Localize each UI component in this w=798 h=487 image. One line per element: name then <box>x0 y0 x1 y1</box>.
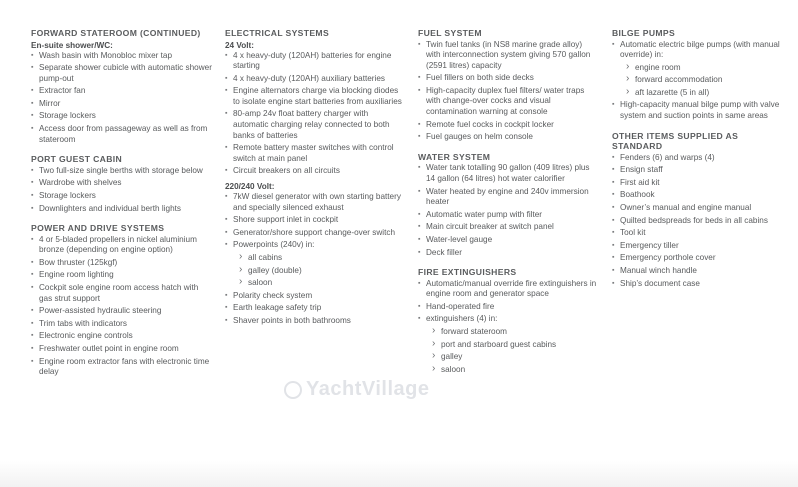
list-item: ▪ Power-assisted hydraulic steering <box>31 306 213 317</box>
spec-list <box>418 279 598 376</box>
list-item: ▪ Fuel gauges on helm console <box>418 132 598 143</box>
section-title: FORWARD STATEROOM (CONTINUED) <box>31 28 201 38</box>
list-item: ▪ Automatic/manual override fire extinguishers in engine room and generator space <box>418 279 598 300</box>
section-title: FIRE EXTINGUISHERS <box>418 267 517 278</box>
spec-list <box>31 51 213 146</box>
list-item: ▪ Fenders (6) and warps (4) <box>612 153 788 164</box>
list-item: ▪ Water tank totalling 90 gallon (409 litres) plus 14 gallon (64 litres) hot water calorifier <box>418 163 598 184</box>
column-1 <box>31 28 213 387</box>
spec-list <box>225 51 405 178</box>
section-title: FUEL SYSTEM <box>418 28 482 38</box>
list-item: ▪ Polarity check system <box>225 291 405 302</box>
list-item: ▪ Wash basin with Monobloc mixer tap <box>31 51 213 62</box>
column-4 <box>612 28 788 298</box>
list-item: ▪ Remote battery master switches with control switch at main panel <box>225 143 405 164</box>
section-electrical <box>225 28 405 327</box>
list-item: ▪ Storage lockers <box>31 191 213 202</box>
list-item: ▪ Boathook <box>612 190 788 201</box>
spec-list <box>612 40 788 122</box>
sub-list-item: › forward stateroom <box>418 327 598 338</box>
list-item: ▪ Wardrobe with shelves <box>31 178 213 189</box>
list-item: ▪ Powerpoints (240v) in: <box>225 240 405 251</box>
list-item: ▪ Electronic engine controls <box>31 331 213 342</box>
section-fuel-system <box>418 28 598 143</box>
list-item: ▪ extinguishers (4) in: <box>418 314 598 325</box>
list-item: ▪ First aid kit <box>612 178 788 189</box>
section-title: BILGE PUMPS <box>612 28 676 38</box>
sub-list-item: › galley <box>418 352 598 363</box>
spec-list <box>612 153 788 290</box>
list-item: ▪ Shaver points in both bathrooms <box>225 316 405 327</box>
list-item: ▪ Engine room lighting <box>31 270 213 281</box>
section-water-system <box>418 152 598 258</box>
list-item: ▪ Water-level gauge <box>418 235 598 246</box>
column-3 <box>418 28 598 384</box>
list-item: ▪ Ship’s document case <box>612 279 788 290</box>
section-fire-extinguishers <box>418 267 598 375</box>
subheading-ensuite: En-suite shower/WC: <box>31 40 113 50</box>
list-item: ▪ Fuel fillers on both side decks <box>418 73 598 84</box>
sub-list-item: › port and starboard guest cabins <box>418 340 598 351</box>
sub-list-item: › forward accommodation <box>612 75 788 86</box>
spec-list <box>418 40 598 143</box>
list-item: ▪ Cockpit sole engine room access hatch with gas strut support <box>31 283 213 304</box>
column-2 <box>225 28 405 336</box>
list-item: ▪ Two full-size single berths with storage below <box>31 166 213 177</box>
list-item: ▪ Manual winch handle <box>612 266 788 277</box>
subheading-24-volt: 24 Volt: <box>225 40 254 50</box>
list-item: ▪ Engine room extractor fans with electronic time delay <box>31 357 213 378</box>
list-item: ▪ Separate shower cubicle with automatic shower pump-out <box>31 63 213 84</box>
list-item: ▪ Generator/shore support change-over switch <box>225 228 405 239</box>
list-item: ▪ Remote fuel cocks in cockpit locker <box>418 120 598 131</box>
list-item: ▪ Bow thruster (125kgf) <box>31 258 213 269</box>
section-title: PORT GUEST CABIN <box>31 154 123 165</box>
list-item: ▪ Owner’s manual and engine manual <box>612 203 788 214</box>
watermark <box>284 378 429 401</box>
list-item: ▪ High-capacity duplex fuel filters/ water traps with change-over cocks and visual contamination warning at console <box>418 86 598 118</box>
spec-list <box>225 192 405 327</box>
list-item: ▪ Deck filler <box>418 248 598 259</box>
list-item: ▪ Automatic water pump with filter <box>418 210 598 221</box>
list-item: ▪ Downlighters and individual berth lights <box>31 204 213 215</box>
section-port-guest-cabin <box>31 154 213 214</box>
sub-list-item: › engine room <box>612 63 788 74</box>
sub-list-item: › saloon <box>225 278 405 289</box>
section-title: WATER SYSTEM <box>418 151 491 162</box>
section-other-items <box>612 131 788 290</box>
list-item: ▪ Engine alternators charge via blocking diodes to isolate engine start batteries from auxiliaries <box>225 86 405 107</box>
spec-list <box>31 235 213 378</box>
section-title: ELECTRICAL SYSTEMS <box>225 28 330 38</box>
list-item: ▪ Tool kit <box>612 228 788 239</box>
list-item: ▪ Earth leakage safety trip <box>225 303 405 314</box>
list-item: ▪ 4 or 5-bladed propellers in nickel aluminium bronze (depending on engine option) <box>31 235 213 256</box>
list-item: ▪ High-capacity manual bilge pump with valve system and suction points in same areas <box>612 100 788 121</box>
sub-list-item: › saloon <box>418 365 598 376</box>
list-item: ▪ Twin fuel tanks (in NS8 marine grade alloy) with interconnection system giving 570 gallon (2591 litres) capacity <box>418 40 598 72</box>
sub-list-item: › all cabins <box>225 253 405 264</box>
list-item: ▪ Water heated by engine and 240v immersion heater <box>418 187 598 208</box>
list-item: ▪ Automatic electric bilge pumps (with manual override) in: <box>612 40 788 61</box>
spec-list <box>418 163 598 258</box>
list-item: ▪ Circuit breakers on all circuits <box>225 166 405 177</box>
section-title: OTHER ITEMS SUPPLIED AS STANDARD <box>612 130 739 152</box>
watermark-logo-icon <box>284 381 302 399</box>
section-power-drive <box>31 223 213 378</box>
spec-list <box>31 166 213 214</box>
list-item: ▪ Freshwater outlet point in engine room <box>31 344 213 355</box>
list-item: ▪ 80-amp 24v float battery charger with automatic charging relay connected to both banks of batteries <box>225 109 405 141</box>
list-item: ▪ Quilted bedspreads for beds in all cabins <box>612 216 788 227</box>
list-item: ▪ 7kW diesel generator with own starting battery and specially silenced exhaust <box>225 192 405 213</box>
list-item: ▪ Emergency tiller <box>612 241 788 252</box>
list-item: ▪ 4 x heavy-duty (120AH) batteries for engine starting <box>225 51 405 72</box>
list-item: ▪ Storage lockers <box>31 111 213 122</box>
list-item: ▪ Hand-operated fire <box>418 302 598 313</box>
list-item: ▪ Mirror <box>31 99 213 110</box>
subheading-240-volt: 220/240 Volt: <box>225 182 275 192</box>
list-item: ▪ Shore support inlet in cockpit <box>225 215 405 226</box>
list-item: ▪ 4 x heavy-duty (120AH) auxiliary batteries <box>225 74 405 85</box>
sub-list-item: › aft lazarette (5 in all) <box>612 88 788 99</box>
list-item: ▪ Extractor fan <box>31 86 213 97</box>
sub-list-item: › galley (double) <box>225 266 405 277</box>
section-title: POWER AND DRIVE SYSTEMS <box>31 223 165 234</box>
list-item: ▪ Trim tabs with indicators <box>31 319 213 330</box>
watermark-text: YachtVillage <box>306 378 430 400</box>
list-item: ▪ Main circuit breaker at switch panel <box>418 222 598 233</box>
section-bilge-pumps <box>612 28 788 122</box>
list-item: ▪ Access door from passageway as well as from stateroom <box>31 124 213 145</box>
list-item: ▪ Emergency porthole cover <box>612 253 788 264</box>
section-forward-stateroom <box>31 28 213 145</box>
list-item: ▪ Ensign staff <box>612 165 788 176</box>
footer-band <box>0 461 798 487</box>
